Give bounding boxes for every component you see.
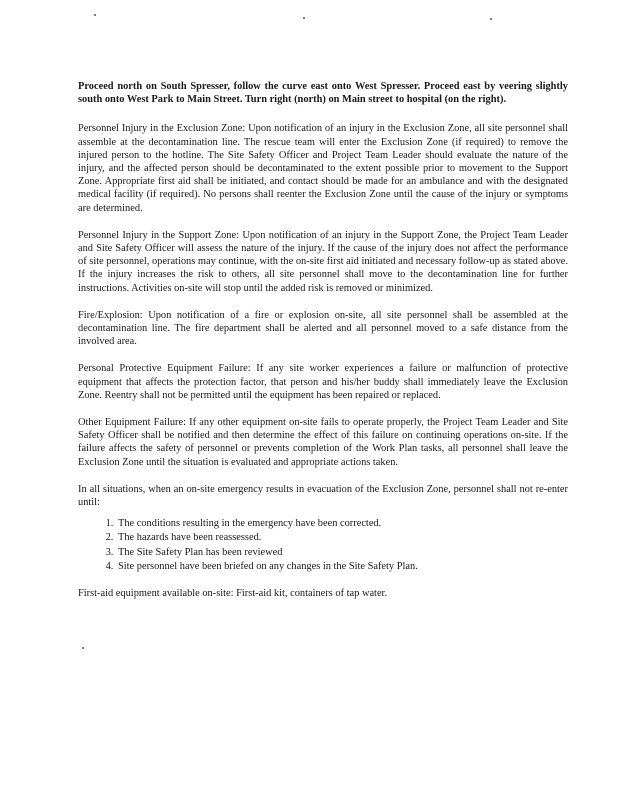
directions-paragraph: Proceed north on South Spresser, follow the curve east onto West Spresser. Proceed east by veering slightly south onto West Park to Main Street. Turn right (north) on Main street to hospital (on the right). — [78, 81, 568, 106]
list-item: 2. The hazards have been reassessed. — [116, 531, 568, 544]
list-item: 3. The Site Safety Plan has been reviewed — [116, 546, 568, 559]
reentry-conditions-intro: In all situations, when an on-site emergency results in evacuation of the Exclusion Zone, personnel shall not re-enter until: — [78, 483, 568, 509]
exclusion-zone-injury-paragraph: Personnel Injury in the Exclusion Zone: Upon notification of an injury in the Exclusion Zone, all site personnel shall assemble at the decontamination line. The rescue team will enter the Exclusion Zone (if required) to remove the injured person to the hotline. The Site Safety Officer and Project Team Leader should evaluate the nature of the injury, and the affected person should be decontaminated to the extent possible prior to movement to the Support Zone. Appropriate first aid shall be initiated, and contact should be made for an ambulance and with the designated medical facility (if required). No persons shall reenter the Exclusion Zone until the cause of the injury or symptoms are determined. — [78, 123, 568, 214]
equipment-failure-paragraph: Other Equipment Failure: If any other equipment on-site fails to operate properly, the Project Team Leader and Site Safety Officer shall be notified and then determine the effect of this failure on continuing operations on-site. If the failure affects the safety of personnel or prevents completion of the Work Plan tasks, all personnel shall leave the Exclusion Zone until the situation is evaluated and appropriate actions taken. — [78, 417, 568, 468]
scan-speck — [303, 17, 305, 19]
fire-explosion-paragraph: Fire/Explosion: Upon notification of a fire or explosion on-site, all site personnel shall be assembled at the decontamination line. The fire department shall be alerted and all personnel moved to a safe distance from the involved area. — [78, 309, 568, 348]
list-item: 1. The conditions resulting in the emergency have been corrected. — [116, 517, 568, 530]
list-item: 4. Site personnel have been briefed on any changes in the Site Safety Plan. — [116, 560, 568, 573]
scan-speck — [94, 14, 96, 16]
support-zone-injury-paragraph: Personnel Injury in the Support Zone: Upon notification of an injury in the Support Zone, the Project Team Leader and Site Safety Officer will assess the nature of the injury. If the cause of the injury does not affect the performance of site personnel, operations may continue, with the on-site first aid initiated and necessary follow-up as stated above. If the injury increases the risk to others, all site personnel shall move to the decontamination line for further instructions. Activities on-site will stop until the added risk is removed or minimized. — [78, 229, 568, 294]
scan-speck — [490, 18, 492, 20]
ppe-failure-paragraph: Personal Protective Equipment Failure: If any site worker experiences a failure or malfunction of protective equipment that affects the protection factor, that person and his/her buddy shall immediately leave the Exclusion Zone. Reentry shall not be permitted until the equipment has been repaired or replaced. — [78, 363, 568, 401]
reentry-conditions-list — [78, 517, 568, 573]
first-aid-equipment-line: First-aid equipment available on-site: First-aid kit, containers of tap water. — [78, 588, 388, 600]
document-body — [78, 80, 568, 614]
scan-speck — [82, 647, 84, 649]
